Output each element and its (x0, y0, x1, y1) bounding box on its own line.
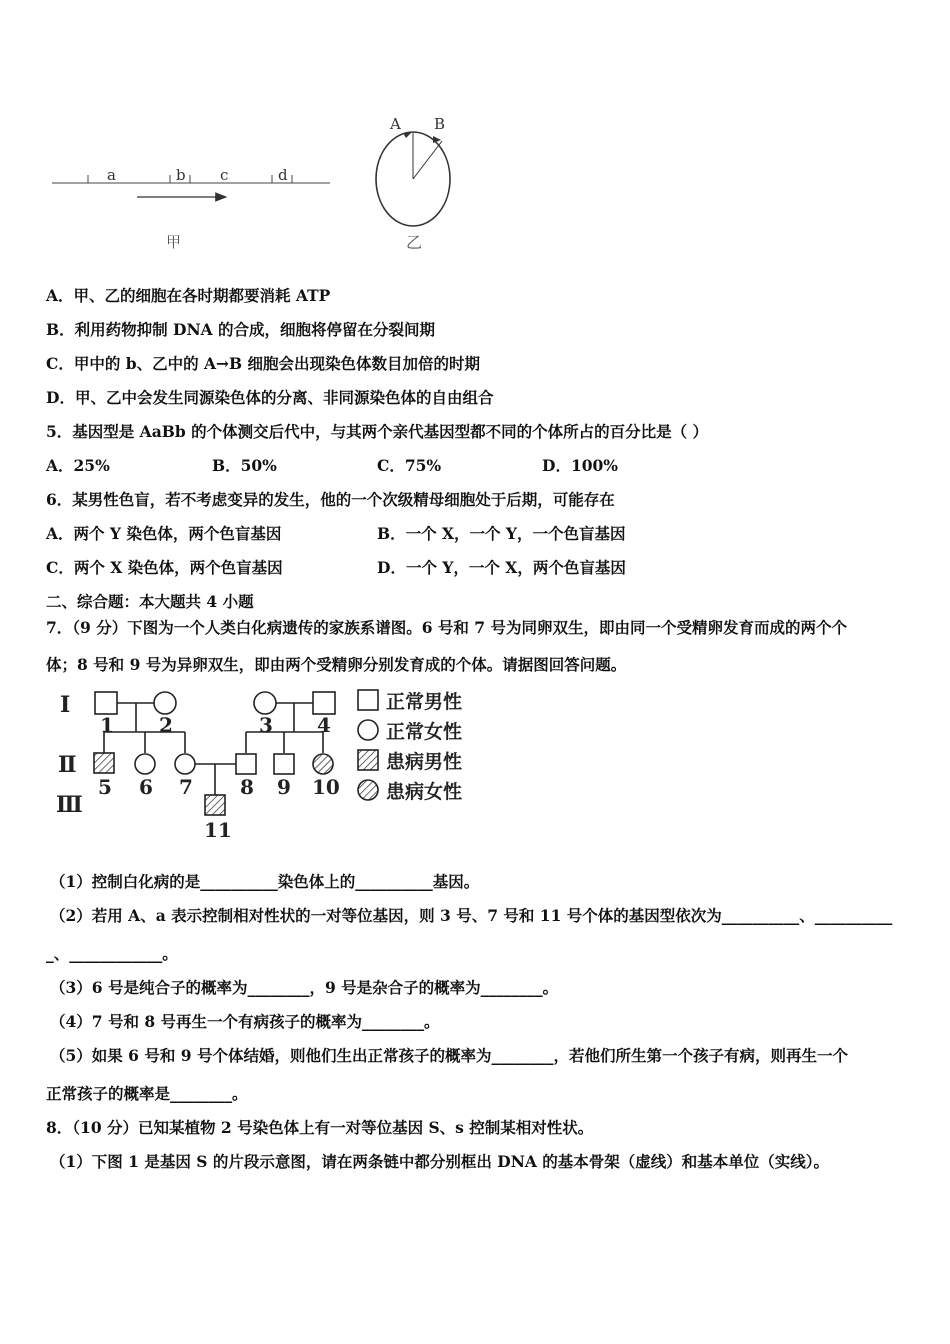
generation-label-1: Ⅰ (60, 692, 71, 718)
legend-affected-male: 患病男性 (386, 751, 463, 773)
segment-label-d: d (278, 166, 288, 184)
q5-option-b: B．50% (212, 456, 277, 475)
q8-sub1: （1）下图 1 是基因 S 的片段示意图，请在两条链中都分别框出 DNA 的基本骨架（虚线）和基本单位（实线）。 (50, 1152, 830, 1171)
individual-6 (135, 754, 155, 774)
number-6: 6 (139, 775, 153, 799)
individual-2 (154, 692, 176, 714)
caption-yi: 乙 (406, 233, 423, 252)
q7-sub5-line2: 正常孩子的概率是________。 (46, 1084, 248, 1103)
individual-4 (313, 692, 335, 714)
number-2: 2 (159, 713, 173, 737)
legend-affected-male-symbol (358, 750, 378, 770)
q7-stem-line2: 体；8 号和 9 号为异卵双生，即由两个受精卵分别发育成的个体。请据图回答问题。 (46, 655, 627, 674)
q6-option-b: B．一个 X，一个 Y，一个色盲基因 (377, 524, 626, 543)
q7-stem-line1: 7．（9 分）下图为一个人类白化病遗传的家族系谱图。6 号和 7 号为同卵双生，即由同一个受精卵发育而成的两个个 (46, 618, 847, 637)
q7-sub5-line1: （5）如果 6 号和 9 号个体结婚，则他们生出正常孩子的概率为________，若他们所生第一个孩子有病，则再生一个 (50, 1046, 848, 1065)
q5-option-c: C．75% (377, 456, 442, 475)
q4-option-c: C．甲中的 b、乙中的 A→B 细胞会出现染色体数目加倍的时期 (46, 354, 480, 373)
circle-label-a: A (390, 115, 401, 133)
individual-10 (313, 754, 333, 774)
legend-normal-female: 正常女性 (386, 721, 463, 743)
q5-option-a: A．25% (46, 456, 110, 475)
number-5: 5 (98, 775, 112, 799)
individual-5 (94, 753, 114, 773)
generation-label-2: Ⅱ (58, 752, 77, 778)
number-9: 9 (277, 775, 291, 799)
individual-11 (205, 795, 225, 815)
individual-1 (95, 692, 117, 714)
q6-option-c: C．两个 X 染色体，两个色盲基因 (46, 558, 283, 577)
q7-sub3: （3）6 号是纯合子的概率为________，9 号是杂合子的概率为________。 (50, 978, 559, 997)
circle-diagram-yi (376, 115, 450, 252)
q6-option-d: D．一个 Y，一个 X，两个色盲基因 (377, 558, 626, 577)
cell-cycle-figure (0, 100, 520, 270)
individual-9 (274, 754, 294, 774)
circle-label-b: B (434, 115, 446, 133)
number-4: 4 (317, 713, 331, 737)
number-7: 7 (179, 775, 193, 799)
legend-normal-male-symbol (358, 690, 378, 710)
section-heading: 二、综合题：本大题共 4 小题 (46, 592, 254, 611)
pedigree-chart (0, 680, 520, 845)
q5-option-d: D．100% (542, 456, 619, 475)
generation-label-3: Ⅲ (56, 792, 83, 818)
q4-option-d: D．甲、乙中会发生同源染色体的分离、非同源染色体的自由组合 (46, 388, 494, 407)
q4-option-a: A．甲、乙的细胞在各时期都要消耗 ATP (46, 286, 331, 305)
q7-sub2-line2: _、____________。 (46, 944, 178, 963)
legend-normal-female-symbol (358, 720, 378, 740)
q5-stem: 5．基因型是 AaBb 的个体测交后代中，与其两个亲代基因型都不同的个体所占的百分比是（ ） (46, 422, 708, 441)
individual-8 (236, 754, 256, 774)
legend-normal-male: 正常男性 (386, 691, 463, 713)
individual-3 (254, 692, 276, 714)
q8-stem: 8．（10 分）已知某植物 2 号染色体上有一对等位基因 S、s 控制某相对性状。 (46, 1118, 594, 1137)
segment-label-a: a (107, 166, 116, 184)
q6-stem: 6．某男性色盲，若不考虑变异的发生，他的一个次级精母细胞处于后期，可能存在 (46, 490, 615, 509)
q6-option-a: A．两个 Y 染色体，两个色盲基因 (46, 524, 282, 543)
caption-jia: 甲 (166, 233, 182, 251)
number-3: 3 (259, 713, 273, 737)
q7-sub1: （1）控制白化病的是__________染色体上的__________基因。 (50, 872, 480, 891)
line-diagram-jia (52, 166, 330, 251)
q7-sub4: （4）7 号和 8 号再生一个有病孩子的概率为________。 (50, 1012, 440, 1031)
pedigree-legend (358, 690, 378, 800)
number-8: 8 (240, 775, 254, 799)
individual-7 (175, 754, 195, 774)
legend-affected-female: 患病女性 (386, 781, 463, 803)
number-1: 1 (100, 713, 114, 737)
segment-label-c: c (220, 166, 229, 184)
segment-label-b: b (176, 166, 186, 184)
number-11: 11 (204, 818, 232, 842)
number-10: 10 (312, 775, 340, 799)
q4-option-b: B．利用药物抑制 DNA 的合成，细胞将停留在分裂间期 (46, 320, 436, 339)
q7-sub2-line1: （2）若用 A、a 表示控制相对性状的一对等位基因，则 3 号、7 号和 11 号个体的基因型依次为__________、__________ (50, 906, 893, 925)
legend-affected-female-symbol (358, 780, 378, 800)
